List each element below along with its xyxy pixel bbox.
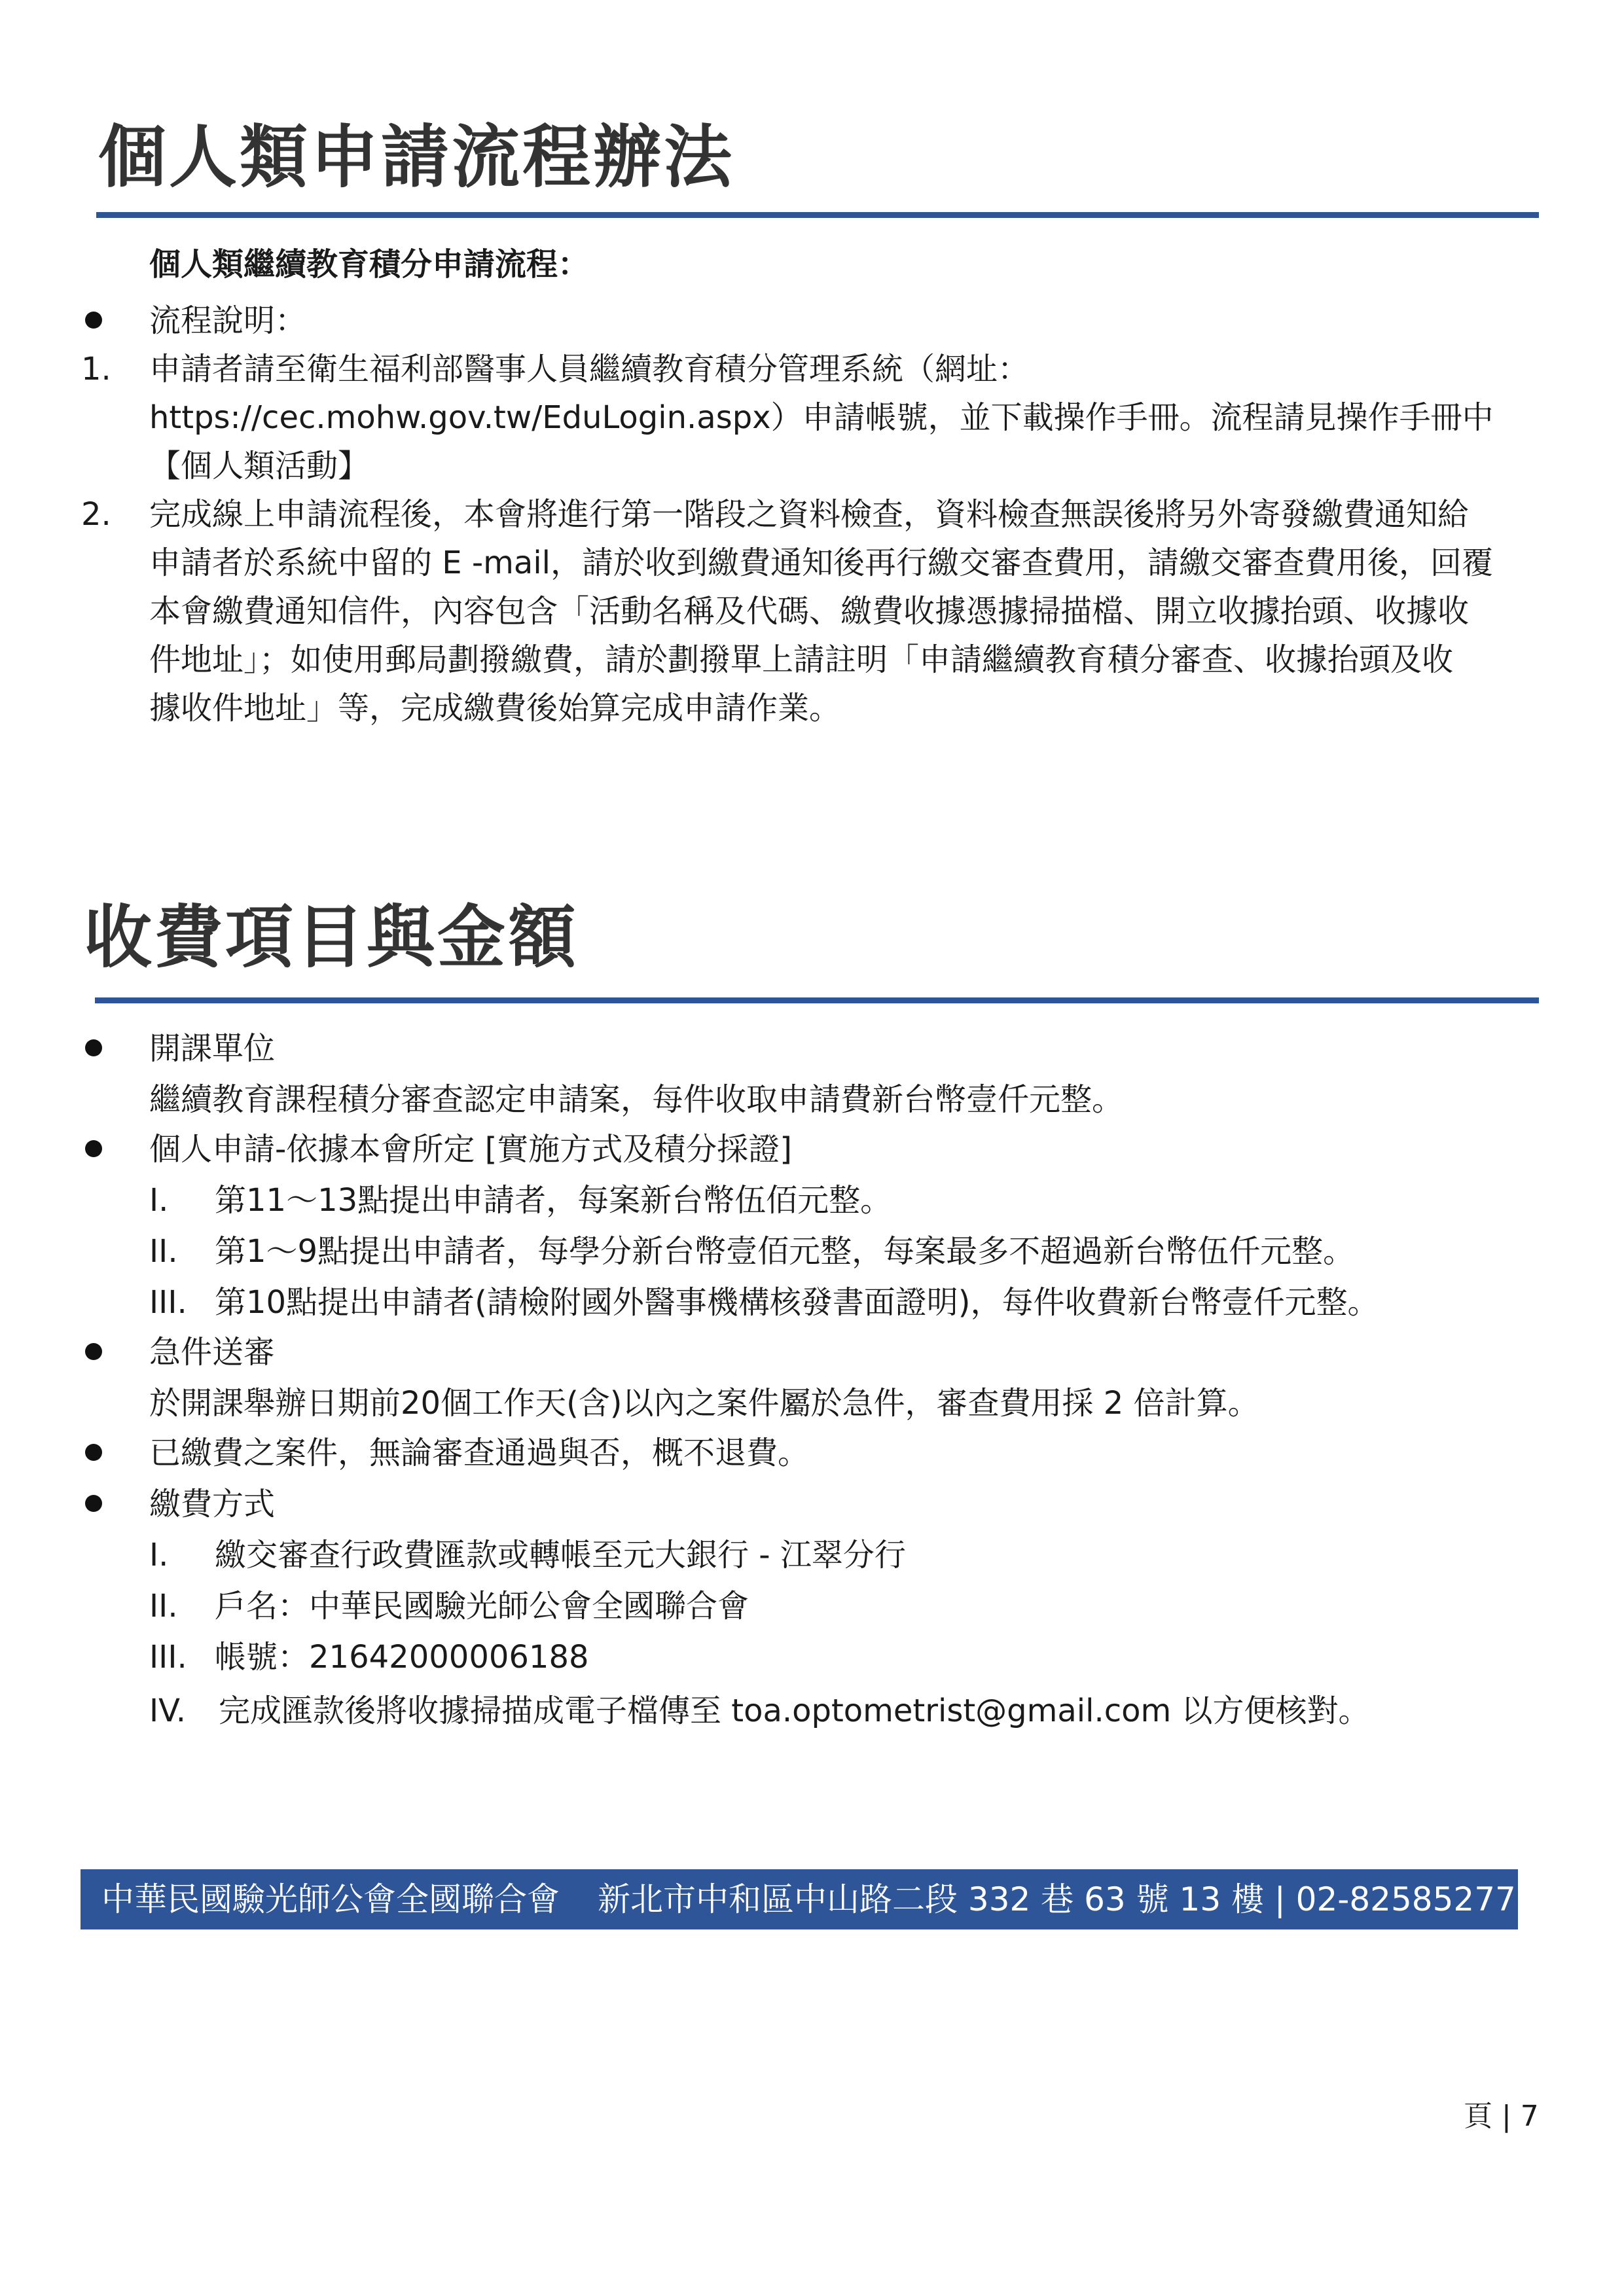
section1-title: 個人類申請流程辦法 (98, 117, 735, 197)
fee-personal-item-1: 第11～13點提出申請者，每案新台幣伍佰元整。 (215, 1182, 892, 1219)
process-description-label: 流程說明： (149, 302, 307, 339)
footer-org: 中華民國驗光師公會全國聯合會 (101, 1880, 560, 1918)
footer-address: 新北市中和區中山路二段 332 巷 63 號 13 樓 | 02-82585277 (598, 1880, 1516, 1918)
item2-line5: 據收件地址」等，完成繳費後始算完成申請作業。 (149, 690, 841, 726)
payment-item-3: 帳號：21642000006188 (215, 1639, 589, 1676)
bullet-icon (85, 1140, 102, 1157)
bullet-icon (85, 1495, 102, 1512)
payment-item-4: 完成匯款後將收據掃描成電子檔傳至 toa.optometrist@gmail.com 以方便核對。 (219, 1693, 1370, 1729)
fee-no-refund-text: 已繳費之案件，無論審查通過與否，概不退費。 (149, 1435, 810, 1471)
bullet-icon (85, 1444, 102, 1461)
footer-bar (81, 1869, 1518, 1929)
fee-payment-label: 繳費方式 (149, 1486, 276, 1522)
fee-urgent-label: 急件送審 (149, 1334, 276, 1371)
sub-item-number: III. (149, 1284, 187, 1321)
item-number: 2. (81, 496, 111, 533)
fee-urgent-text: 於開課舉辦日期前20個工作天(含)以內之案件屬於急件，審查費用採 2 倍計算。 (149, 1385, 1259, 1422)
payment-item-1: 繳交審查行政費匯款或轉帳至元大銀行 - 江翠分行 (215, 1537, 906, 1573)
bullet-icon (85, 1343, 102, 1360)
payment-item-2: 戶名：中華民國驗光師公會全國聯合會 (215, 1588, 749, 1624)
section1-subtitle: 個人類繼續教育積分申請流程： (149, 246, 590, 283)
item-number: 1. (81, 351, 111, 387)
item1-line1: 申請者請至衛生福利部醫事人員繼續教育積分管理系統（網址： (149, 351, 1030, 387)
section2-title: 收費項目與金額 (84, 897, 579, 977)
sub-item-number: I. (149, 1182, 169, 1219)
sub-item-number: IV. (149, 1693, 187, 1729)
bullet-icon (85, 312, 102, 329)
sub-item-number: III. (149, 1639, 187, 1676)
fee-personal-item-3: 第10點提出申請者(請檢附國外醫事機構核發書面證明)，每件收費新台幣壹仟元整。 (215, 1284, 1379, 1321)
section2-rule (95, 997, 1539, 1003)
sub-item-number: II. (149, 1233, 178, 1270)
item2-line4: 件地址」；如使用郵局劃撥繳費，請於劃撥單上請註明「申請繼續教育積分審查、收據抬頭及收 (149, 641, 1454, 678)
section1-rule (96, 212, 1539, 218)
page-number: 頁 | 7 (1464, 2100, 1539, 2133)
sub-item-number: II. (149, 1588, 178, 1624)
fee-personal-label: 個人申請-依據本會所定 [實施方式及積分採證] (149, 1131, 793, 1168)
item1-line3: 【個人類活動】 (149, 448, 370, 484)
item1-line2: https://cec.mohw.gov.tw/EduLogin.aspx）申請帳號，並下載操作手冊。流程請見操作手冊中 (149, 399, 1494, 436)
fee-course-unit-label: 開課單位 (149, 1030, 276, 1067)
sub-item-number: I. (149, 1537, 169, 1573)
item2-line2: 申請者於系統中留的 E -mail，請於收到繳費通知後再行繳交審查費用，請繳交審查費用後，回覆 (149, 545, 1494, 581)
item2-line3: 本會繳費通知信件，內容包含「活動名稱及代碼、繳費收據憑據掃描檔、開立收據抬頭、收據收 (149, 593, 1470, 630)
fee-personal-item-2: 第1～9點提出申請者，每學分新台幣壹佰元整，每案最多不超過新台幣伍仟元整。 (215, 1233, 1355, 1270)
bullet-icon (85, 1039, 102, 1056)
item2-line1: 完成線上申請流程後，本會將進行第一階段之資料檢查，資料檢查無誤後將另外寄發繳費通知給 (149, 496, 1470, 533)
fee-course-unit-text: 繼續教育課程積分審查認定申請案，每件收取申請費新台幣壹仟元整。 (149, 1081, 1124, 1118)
